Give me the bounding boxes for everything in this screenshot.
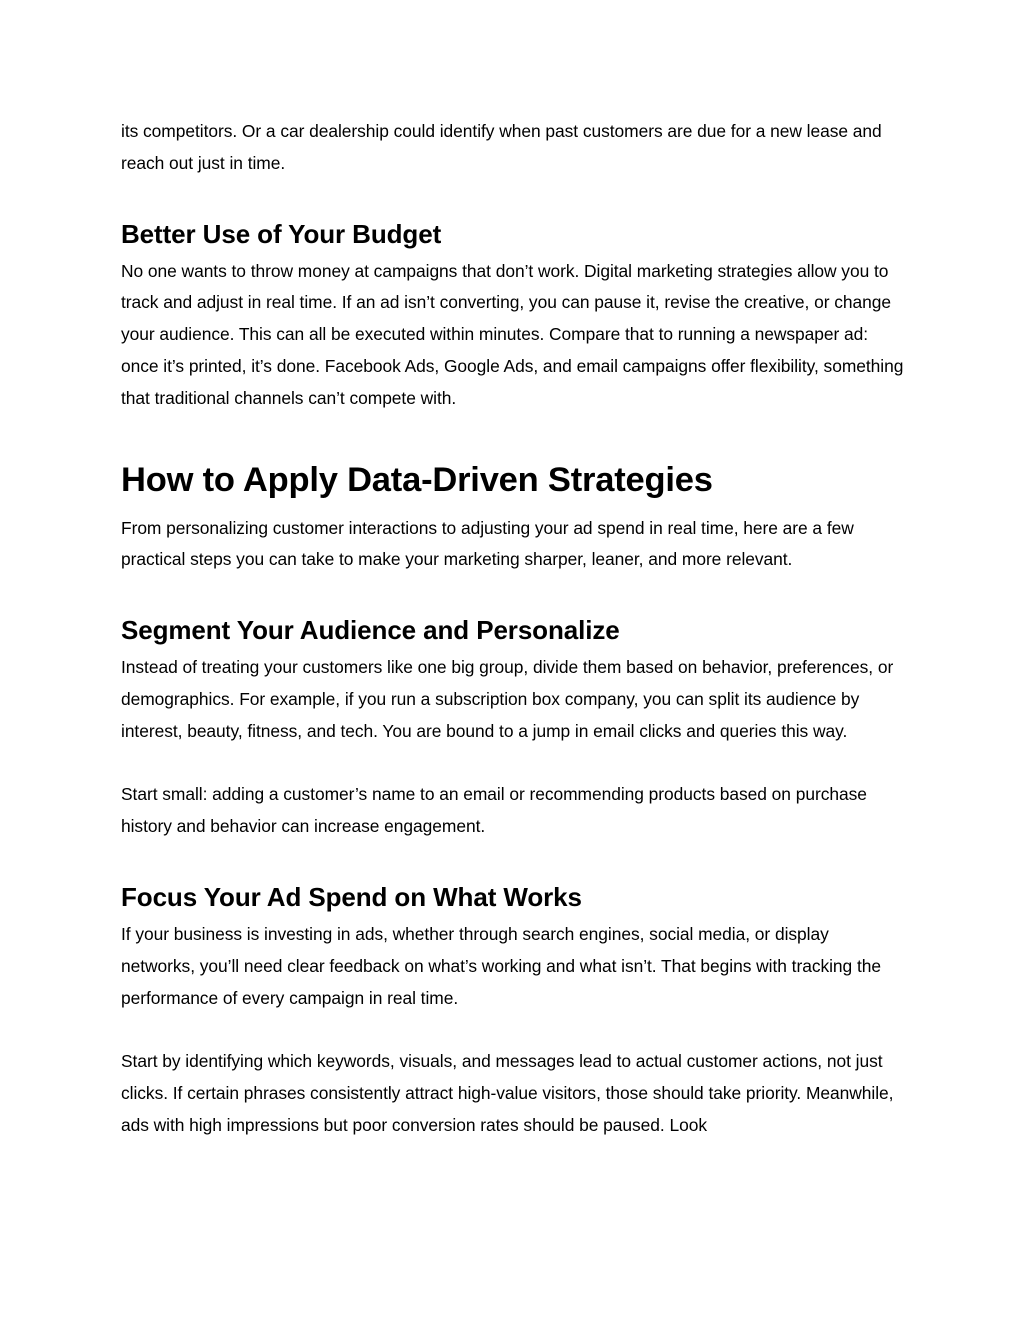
intro-continuation-paragraph: its competitors. Or a car dealership could identify when past customers are due for a new lease and reach out just in time. — [121, 121, 882, 173]
ad-spend-heading: Focus Your Ad Spend on What Works — [121, 881, 582, 912]
ad-spend-paragraph-2: Start by identifying which keywords, visuals, and messages lead to actual customer actions, not just clicks. If certain phrases consistently attract high-value visitors, those should take priority. Meanwhile, ads with high impressions but poor conversion rates should be paused. Look — [121, 1051, 894, 1135]
segment-paragraph-2: Start small: adding a customer’s name to an email or recommending products based on purchase history and behavior can increase engagement. — [121, 784, 867, 837]
ad-spend-paragraph-1: If your business is investing in ads, whether through search engines, social media, or display networks, you’ll need clear feedback on what’s working and what isn’t. That begins with tracking the performance of every campaign in real time. — [121, 923, 881, 1008]
budget-heading: Better Use of Your Budget — [121, 218, 442, 249]
document-page — [121, 116, 905, 1142]
apply-strategies-paragraph: From personalizing customer interactions to adjusting your ad spend in real time, here are a few practical steps you can take to make your marketing sharper, leaner, and more relevant. — [121, 517, 854, 570]
segment-paragraph-1: Instead of treating your customers like one big group, divide them based on behavior, preferences, or demographics. For example, if you run a subscription box company, you can split its audience by interest, beauty, fitness, and tech. You are bound to a jump in email clicks and queries this way. — [121, 657, 894, 741]
segment-heading: Segment Your Audience and Personalize — [121, 615, 620, 646]
apply-strategies-heading: How to Apply Data-Driven Strategies — [121, 460, 713, 499]
budget-paragraph: No one wants to throw money at campaigns that don’t work. Digital marketing strategies allow you to track and adjust in real time. If an ad isn’t converting, you can pause it, revise the creative, or change your audience. This can all be executed within minutes. Compare that to running a newspaper ad: once it’s printed, it’s done. Facebook Ads, Google Ads, and email campaigns offer flexibility, something that traditional channels can’t compete with. — [121, 260, 904, 408]
